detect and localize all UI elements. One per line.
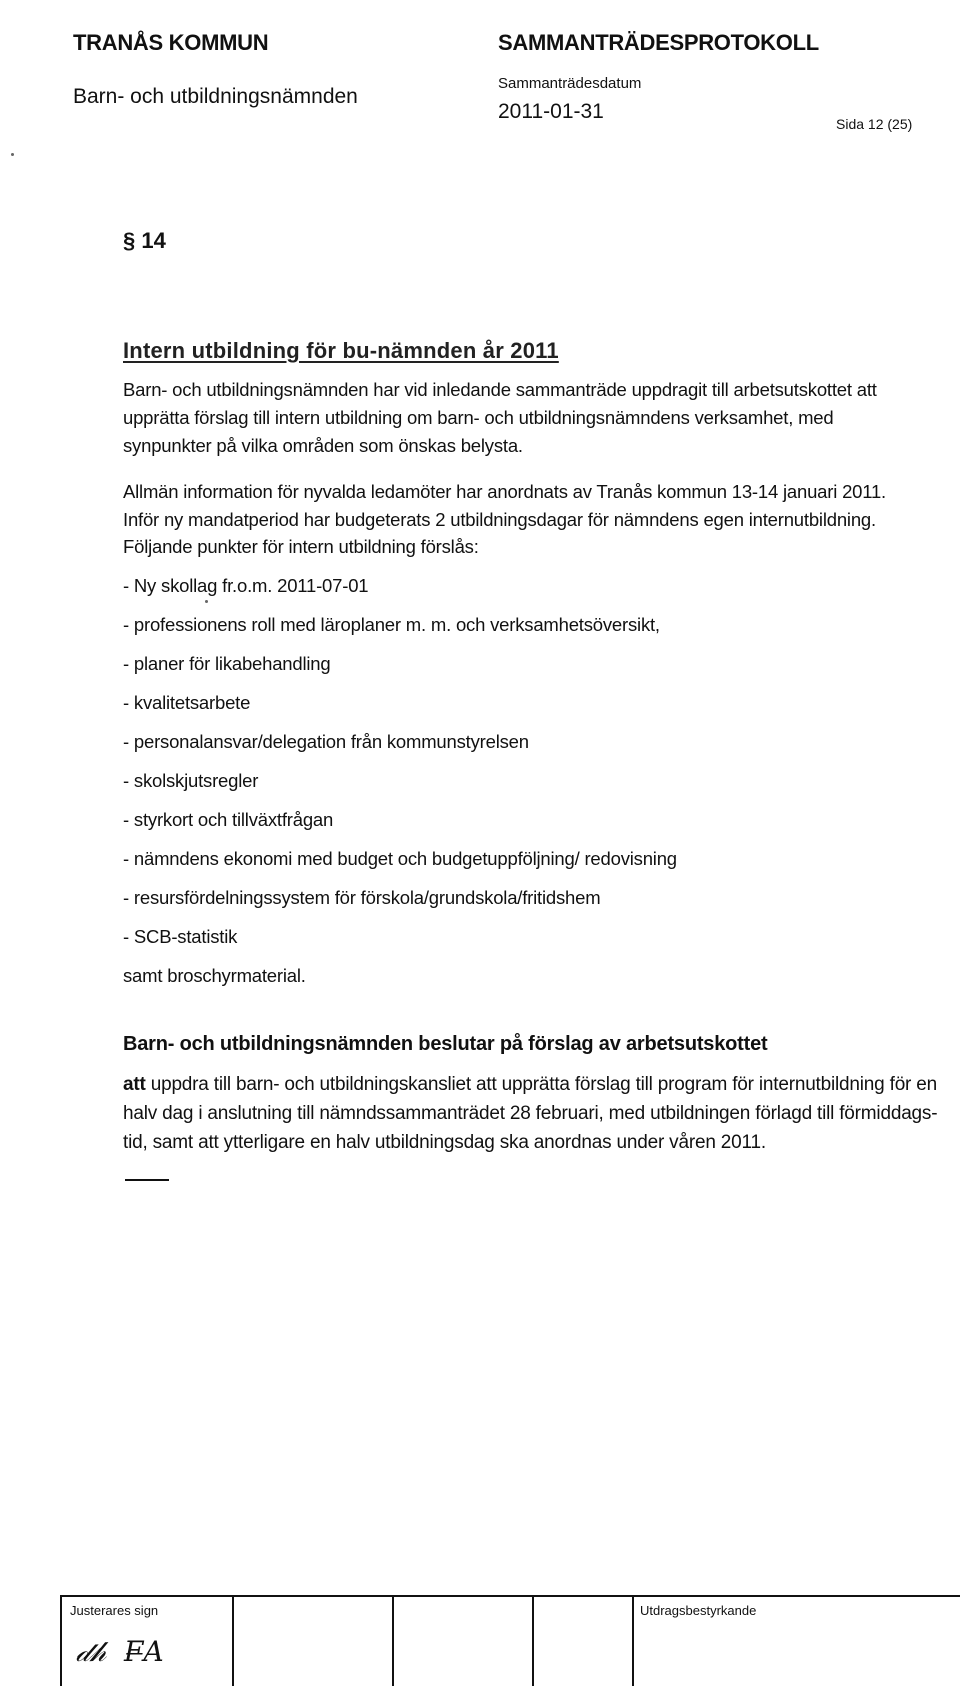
decision-body: uppdra till barn- och utbildningskansliet att upprätta förslag till program för internutbildning för en halv dag i anslutning till nämndssammanträdet 28 februari, med utbildningen förlagd till förmiddags-tid, samt att ytterligare en halv utbildningsdag ska anordnas under våren 2011. [123, 1074, 938, 1153]
paragraph-budget: Inför ny mandatperiod har budgeterats 2 utbildningsdagar för nämndens egen internutbildning. [123, 509, 876, 530]
list-item: - nämndens ekonomi med budget och budgetuppföljning/ redovisning [123, 848, 677, 869]
signature-table [60, 1595, 960, 1686]
justerares-label: Justerares sign [70, 1603, 159, 1618]
list-item: - kvalitetsarbete [123, 692, 251, 713]
list-item: - professionens roll med läroplaner m. m. och verksamhetsöversikt, [123, 614, 660, 635]
organization-name: TRANÅS KOMMUN [73, 30, 269, 55]
list-item: - SCB-statistik [123, 926, 238, 947]
page-number: Sida 12 (25) [836, 116, 913, 132]
paragraph-points: Följande punkter för intern utbildning förslås: [123, 536, 479, 557]
list-item: - Ny skollag fr.o.m. 2011-07-01 [123, 575, 369, 596]
list-item: - planer för likabehandling [123, 653, 331, 674]
meeting-date: 2011-01-31 [498, 100, 604, 123]
signature-cell [392, 1597, 534, 1686]
list-item: - skolskjutsregler [123, 770, 259, 791]
document-type: SAMMANTRÄDESPROTOKOLL [498, 30, 819, 55]
section-title: Intern utbildning för bu-nämnden år 2011 [123, 338, 559, 363]
paragraph-info: Allmän information för nyvalda ledamöter har anordnats av Tranås kommun 13-14 januari 2011. [123, 481, 886, 502]
list-item: - resursfördelningssystem för förskola/grundskola/fritidshem [123, 887, 601, 908]
committee-name: Barn- och utbildningsnämnden [73, 85, 358, 108]
signature-cell [232, 1597, 394, 1686]
end-rule [125, 1179, 169, 1181]
list-item: samt broschyrmaterial. [123, 965, 306, 986]
utdrag-cell [632, 1597, 960, 1686]
handwritten-signature: 𝒹𝒽 F̶A [76, 1635, 164, 1668]
paragraph-intro: Barn- och utbildningsnämnden har vid inledande sammanträde uppdragit till arbetsutskottet att upprätta förslag till intern utbildning om barn- och utbildningsnämndens verksamhet, med synpunkter på vilka områden som önskas belysta. [123, 379, 877, 456]
scan-artifact [11, 153, 14, 156]
justerares-cell [62, 1597, 234, 1686]
decision-lead: att [123, 1074, 146, 1095]
utdrag-label: Utdragsbestyrkande [640, 1603, 757, 1618]
date-label: Sammanträdesdatum [498, 75, 642, 92]
decision-text [123, 1070, 953, 1157]
section-number: § 14 [123, 228, 166, 253]
signature-cell [532, 1597, 634, 1686]
training-points-list [123, 572, 677, 1001]
decision-heading: Barn- och utbildningsnämnden beslutar på förslag av arbetsutskottet [123, 1033, 768, 1055]
list-item: - personalansvar/delegation från kommunstyrelsen [123, 731, 529, 752]
list-item: - styrkort och tillväxtfrågan [123, 809, 334, 830]
